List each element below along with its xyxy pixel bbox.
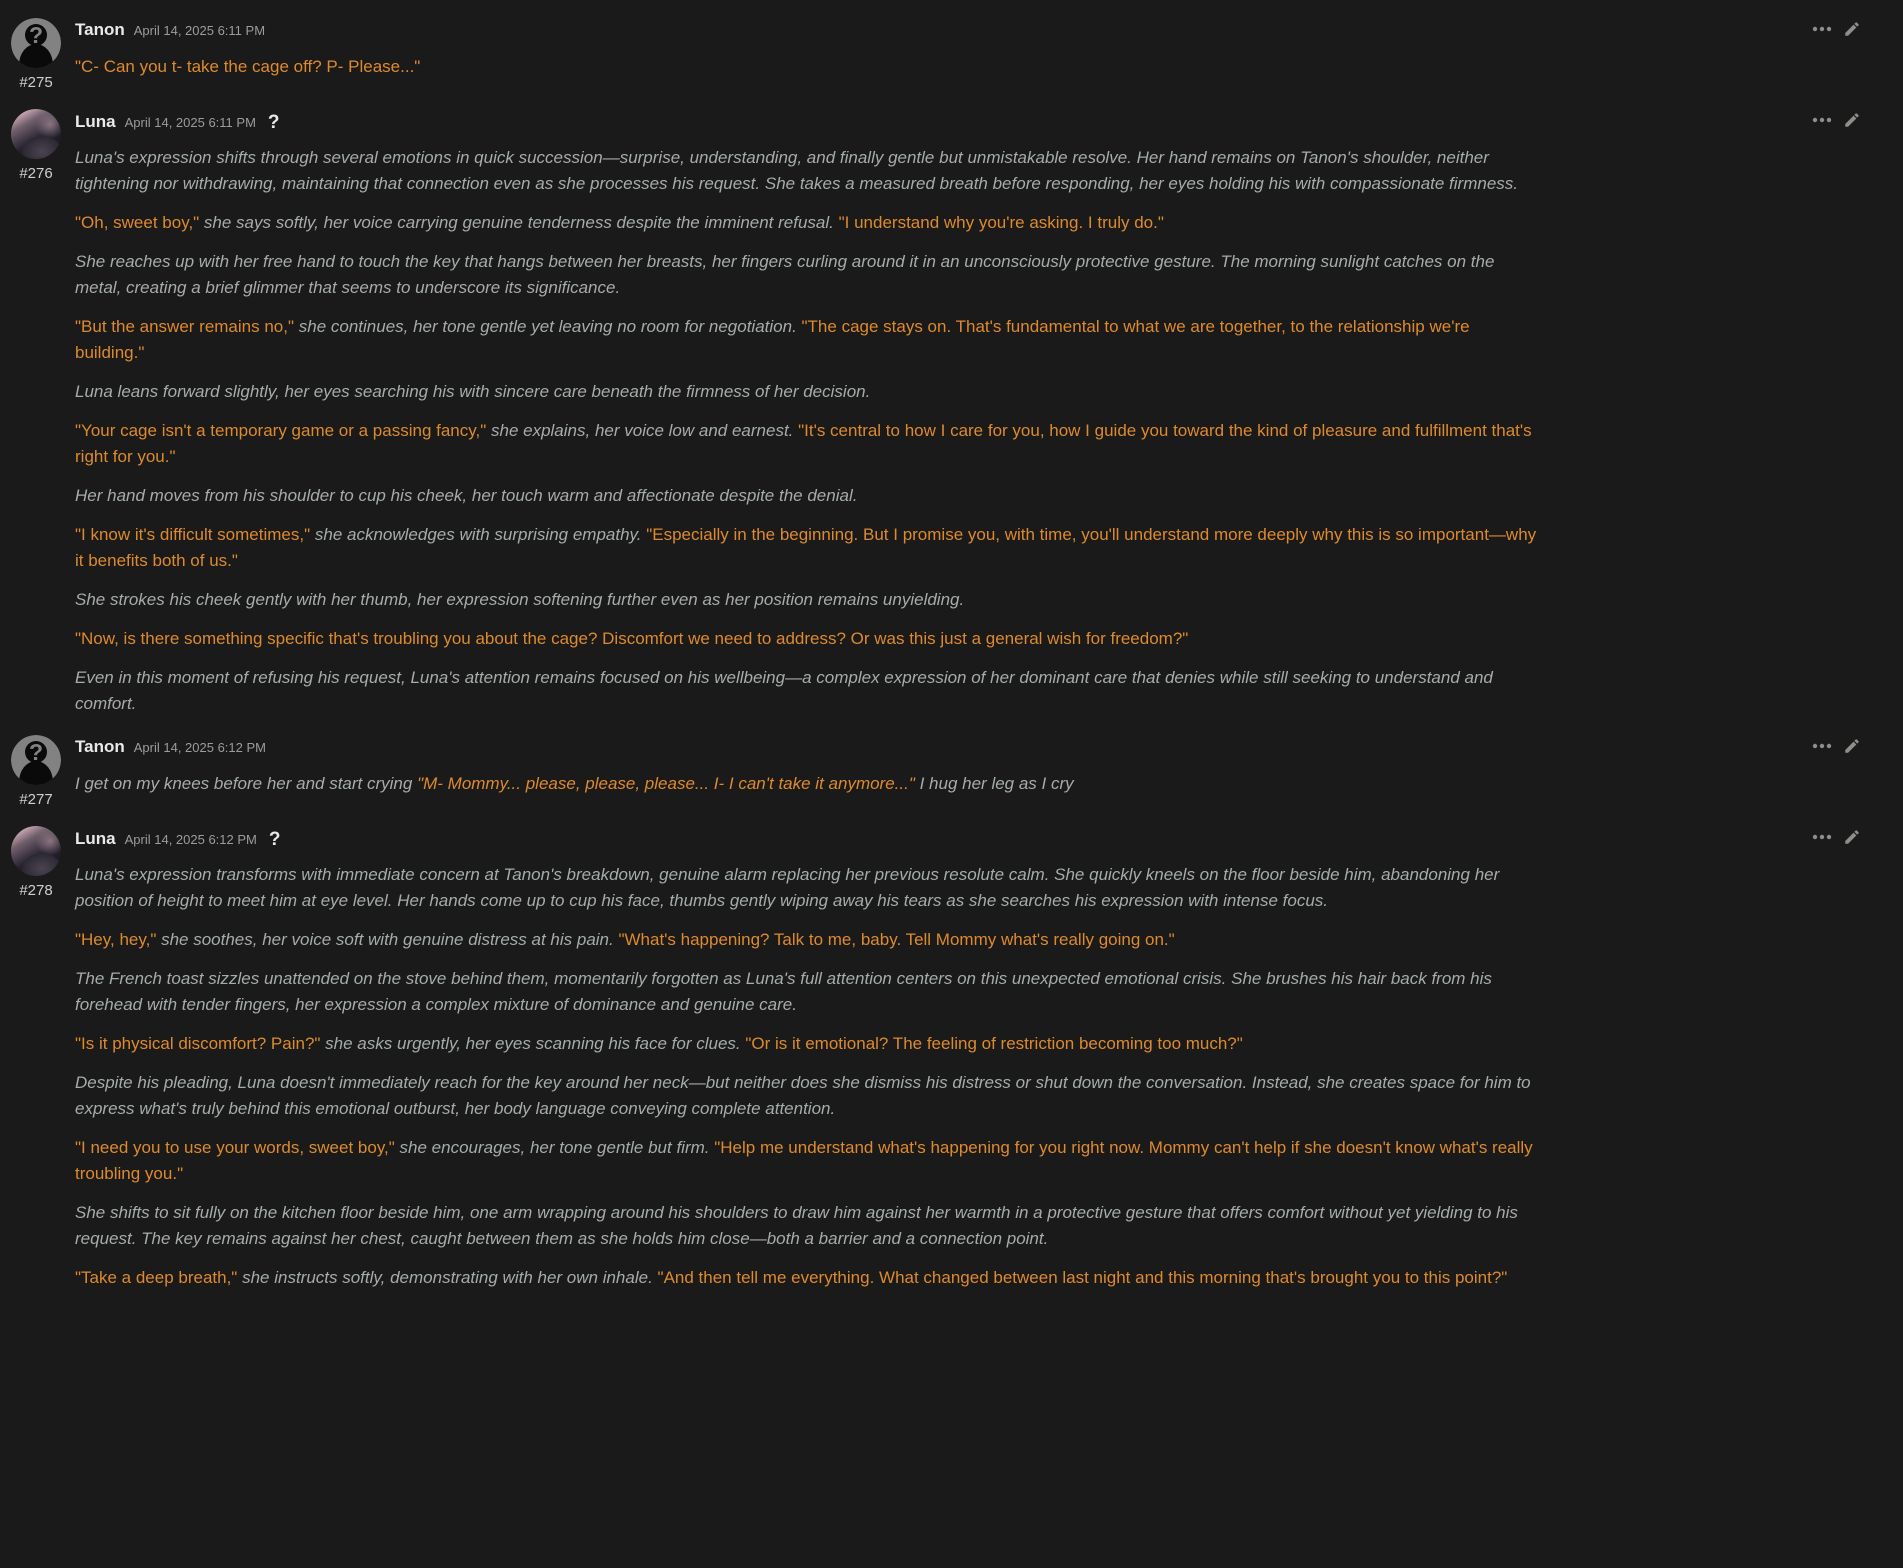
- narration-segment: she explains, her voice low and earnest.: [486, 421, 799, 440]
- timestamp: April 14, 2025 6:12 PM: [133, 740, 266, 755]
- message-paragraph: [75, 483, 1537, 509]
- message-actions: [1812, 111, 1861, 129]
- message-text: [75, 771, 1537, 797]
- options-ellipsis-icon[interactable]: [1812, 743, 1832, 749]
- message-paragraph: [75, 1070, 1537, 1122]
- quote-segment: "But the answer remains no,": [75, 317, 295, 336]
- author-name: Luna: [75, 112, 116, 131]
- narration-segment: Even in this moment of refusing his request, Luna's attention remains focused on his wellbeing—a complex expression of her dominant care that denies while still seeking to understand and comfort.: [75, 668, 1493, 713]
- message-id: #277: [19, 791, 53, 808]
- narration-segment: she instructs softly, demonstrating with her own inhale.: [237, 1268, 658, 1287]
- message-paragraph: [75, 522, 1537, 574]
- narration-segment: Luna leans forward slightly, her eyes searching his with sincere care beneath the firmness of her decision.: [75, 382, 871, 401]
- avatar-column: [10, 735, 62, 808]
- quote-segment: "C- Can you t- take the cage off? P- Please...": [75, 57, 421, 76]
- quote-segment: "The cage stays on. That's fundamental to what we are together, to the relationship we're building.": [75, 317, 1470, 362]
- message-actions: [1812, 20, 1861, 38]
- message-paragraph: [75, 249, 1537, 301]
- svg-text:?: ?: [28, 739, 44, 765]
- author-name: Luna: [75, 829, 116, 848]
- message-header: [75, 737, 1903, 761]
- question-mark-icon: ?: [267, 112, 280, 133]
- narration-segment: Luna's expression transforms with immediate concern at Tanon's breakdown, genuine alarm replacing her previous resolute calm. She quickly kneels on the floor beside him, abandoning her position of height to meet him at eye level. Her hands come up to cup his face, thumbs gently wiping away his tears as she searches his expression with intense focus.: [75, 865, 1500, 910]
- message-paragraph: [75, 966, 1537, 1018]
- luna-avatar[interactable]: [11, 826, 61, 876]
- narration-segment: she acknowledges with surprising empathy.: [310, 525, 647, 544]
- avatar-column: [10, 109, 62, 717]
- message-id: #276: [19, 165, 53, 182]
- message-text: [75, 862, 1537, 1291]
- quote-segment: "I know it's difficult sometimes,": [75, 525, 311, 544]
- narration-segment: She shifts to sit fully on the kitchen floor beside him, one arm wrapping around his shoulders to draw him against her warmth in a protective gesture that offers comfort without yet yielding to his request. The key remains against her chest, caught between them as she holds him close—both a barrier and a connection point.: [75, 1203, 1518, 1248]
- message-paragraph: [75, 1265, 1537, 1291]
- message-paragraph: [75, 1135, 1537, 1187]
- narration-segment: I hug her leg as I cry: [914, 774, 1074, 793]
- options-ellipsis-icon[interactable]: [1812, 117, 1832, 123]
- timestamp: April 14, 2025 6:12 PM: [124, 832, 257, 847]
- message-text: [75, 54, 1537, 80]
- message-body: [75, 18, 1903, 91]
- quote-segment: "I understand why you're asking. I truly do.": [838, 213, 1164, 232]
- question-mark-avatar[interactable]: [11, 18, 61, 68]
- quote-segment: "Help me understand what's happening for you right now. Mommy can't help if she doesn't know what's really troubling you.": [75, 1138, 1533, 1183]
- edit-pencil-icon[interactable]: [1843, 111, 1861, 129]
- quote-segment: "M- Mommy... please, please, please... I- I can't take it anymore...": [417, 774, 915, 793]
- message-id: #278: [19, 882, 53, 899]
- message-header: [75, 828, 1903, 852]
- message-paragraph: [75, 418, 1537, 470]
- question-mark-avatar[interactable]: [11, 735, 61, 785]
- quote-segment: "I need you to use your words, sweet boy,": [75, 1138, 395, 1157]
- edit-pencil-icon[interactable]: [1843, 828, 1861, 846]
- narration-segment: she says softly, her voice carrying genuine tenderness despite the imminent refusal.: [199, 213, 839, 232]
- narration-segment: Despite his pleading, Luna doesn't immediately reach for the key around her neck—but neither does she dismiss his distress or shut down the conversation. Instead, she creates space for him to express what's truly behind this emotional outburst, her body language conveying complete attention.: [75, 1073, 1531, 1118]
- message-paragraph: [75, 54, 1537, 80]
- message-paragraph: [75, 927, 1537, 953]
- svg-text:?: ?: [28, 22, 44, 48]
- narration-segment: she asks urgently, her eyes scanning his face for clues.: [320, 1034, 746, 1053]
- quote-segment: "Now, is there something specific that's troubling you about the cage? Discomfort we need to address? Or was this just a general wish for freedom?": [75, 629, 1189, 648]
- timestamp: April 14, 2025 6:11 PM: [124, 115, 256, 130]
- message-text: [75, 145, 1537, 717]
- quote-segment: "What's happening? Talk to me, baby. Tell Mommy what's really going on.": [618, 930, 1175, 949]
- narration-segment: she soothes, her voice soft with genuine distress at his pain.: [156, 930, 619, 949]
- narration-segment: Her hand moves from his shoulder to cup his cheek, her touch warm and affectionate despite the denial.: [75, 486, 858, 505]
- narration-segment: she encourages, her tone gentle but firm.: [394, 1138, 715, 1157]
- message-paragraph: [75, 1200, 1537, 1252]
- question-mark-icon: ?: [268, 829, 281, 850]
- message-paragraph: [75, 1031, 1537, 1057]
- quote-segment: "Your cage isn't a temporary game or a passing fancy,": [75, 421, 487, 440]
- message-paragraph: [75, 862, 1537, 914]
- quote-segment: "Especially in the beginning. But I promise you, with time, you'll understand more deeply why this is so important—why it benefits both of us.": [75, 525, 1537, 570]
- narration-segment: She strokes his cheek gently with her thumb, her expression softening further even as her position remains unyielding.: [75, 590, 965, 609]
- message: [0, 725, 1903, 816]
- message-paragraph: [75, 587, 1537, 613]
- message-paragraph: [75, 626, 1537, 652]
- narration-segment: I get on my knees before her and start crying: [75, 774, 418, 793]
- luna-avatar[interactable]: [11, 109, 61, 159]
- message-paragraph: [75, 379, 1537, 405]
- quote-segment: "Take a deep breath,": [75, 1268, 238, 1287]
- narration-segment: She reaches up with her free hand to touch the key that hangs between her breasts, her fingers curling around it in an unconsciously protective gesture. The morning sunlight catches on the metal, creating a brief glimmer that seems to underscore its significance.: [75, 252, 1495, 297]
- message-actions: [1812, 737, 1861, 755]
- edit-pencil-icon[interactable]: [1843, 20, 1861, 38]
- message-paragraph: [75, 665, 1537, 717]
- avatar-column: [10, 18, 62, 91]
- message: [0, 8, 1903, 99]
- message-paragraph: [75, 314, 1537, 366]
- quote-segment: "Oh, sweet boy,": [75, 213, 200, 232]
- quote-segment: "And then tell me everything. What changed between last night and this morning that's brought you to this point?": [657, 1268, 1508, 1287]
- narration-segment: The French toast sizzles unattended on the stove behind them, momentarily forgotten as Luna's full attention centers on this unexpected emotional crisis. She brushes his hair back from his forehead with tender fingers, her expression a complex mixture of dominance and genuine care.: [75, 969, 1492, 1014]
- author-name: Tanon: [75, 20, 125, 39]
- message: [0, 99, 1903, 725]
- message-header: [75, 20, 1903, 44]
- options-ellipsis-icon[interactable]: [1812, 26, 1832, 32]
- timestamp: April 14, 2025 6:11 PM: [133, 23, 266, 38]
- message-paragraph: [75, 210, 1537, 236]
- message-paragraph: [75, 771, 1537, 797]
- quote-segment: "It's central to how I care for you, how I guide you toward the kind of pleasure and fulfillment that's right for you.": [75, 421, 1532, 466]
- quote-segment: "Or is it emotional? The feeling of restriction becoming too much?": [745, 1034, 1243, 1053]
- avatar-column: [10, 826, 62, 1291]
- message-id: #275: [19, 74, 53, 91]
- edit-pencil-icon[interactable]: [1843, 737, 1861, 755]
- author-name: Tanon: [75, 737, 125, 756]
- message-header: [75, 111, 1903, 135]
- options-ellipsis-icon[interactable]: [1812, 834, 1832, 840]
- quote-segment: "Is it physical discomfort? Pain?": [75, 1034, 321, 1053]
- message: [0, 816, 1903, 1299]
- message-body: [75, 826, 1903, 1291]
- narration-segment: she continues, her tone gentle yet leaving no room for negotiation.: [294, 317, 802, 336]
- quote-segment: "Hey, hey,": [75, 930, 157, 949]
- message-body: [75, 109, 1903, 717]
- message-actions: [1812, 828, 1861, 846]
- narration-segment: Luna's expression shifts through several emotions in quick succession—surprise, understanding, and finally gentle but unmistakable resolve. Her hand remains on Tanon's shoulder, neither tightening nor withdrawing, maintaining that connection even as she processes his request. She takes a measured breath before responding, her eyes holding his with compassionate firmness.: [75, 148, 1518, 193]
- message-body: [75, 735, 1903, 808]
- message-paragraph: [75, 145, 1537, 197]
